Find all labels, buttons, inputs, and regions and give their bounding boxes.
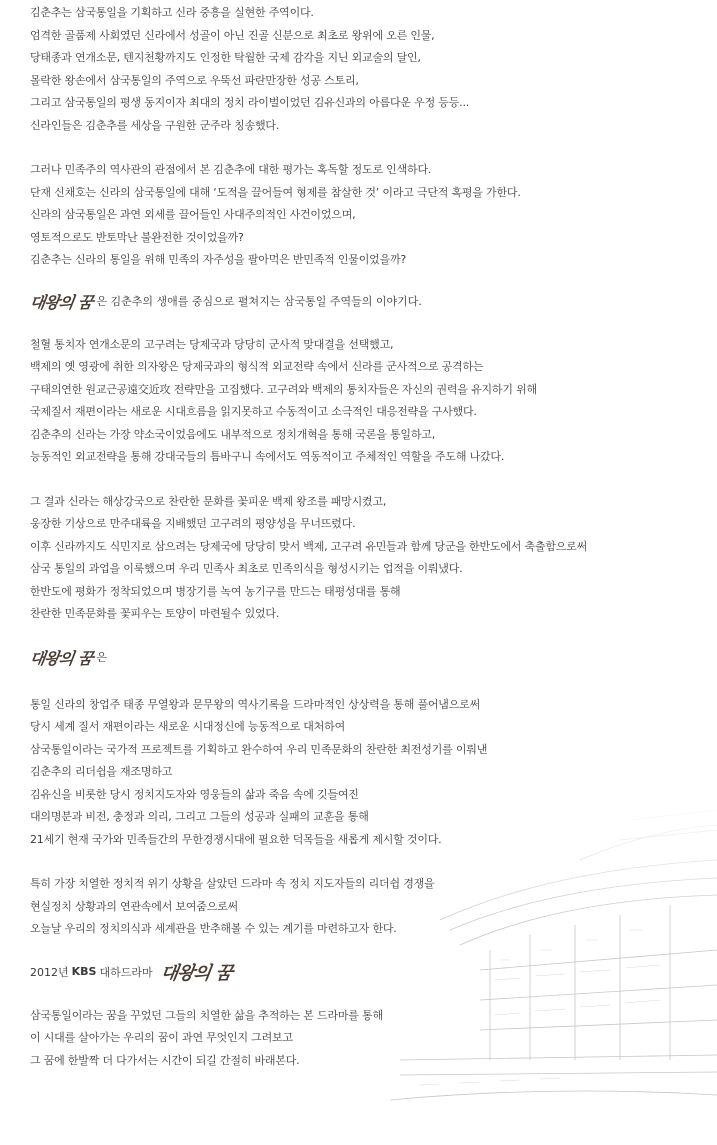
closing-paragraph [30, 1005, 710, 1073]
text-line: 대의명분과 비전, 충정과 의리, 그리고 그들의 성공과 실패의 교훈을 통해 [30, 810, 369, 823]
text-line: 특히 가장 치열한 정치적 위기 상황을 살았던 드라마 속 정치 지도자들의 리더쉽 경쟁을 [30, 877, 435, 890]
text-line: 삼국 통일의 과업을 이룩했으며 우리 민족사 최초로 민족의식을 형성시키는 업적을 이뤄냈다. [30, 562, 463, 575]
network-label: KBS [71, 965, 97, 978]
text-line: 김춘추는 삼국통일을 기획하고 신라 중흥을 실현한 주역이다. [30, 6, 314, 19]
logo-heading [30, 642, 710, 674]
text-line: 구태의연한 원교근공遠交近攻 전략만을 고집했다. 고구려와 백제의 통치자들은 자신의 권력을 유지하기 위해 [30, 382, 537, 396]
text-line: 단재 신채호는 신라의 삼국통일에 대해 ‘도적을 끌어들여 형제를 참살한 것’ 이라고 극단적 혹평을 가한다. [30, 185, 521, 199]
text-line: 그 결과 신라는 해상강국으로 찬란한 문화를 꽃피운 백제 왕조를 패망시켰고, [30, 494, 387, 508]
text-line: 김춘추의 신라는 가장 약소국이었음에도 내부적으로 정치개혁을 통해 국론을 통일하고, [30, 427, 436, 441]
text-line: 이 시대를 살아가는 우리의 꿈이 과연 무엇인지 그려보고 [30, 1031, 293, 1044]
genre-label: 대하드라마 [99, 965, 153, 979]
intro-paragraph [30, 2, 710, 137]
text-line: 김춘추의 리더쉽을 재조명하고 [30, 765, 173, 778]
text-line: 찬란한 민족문화를 꽃피우는 토양이 마련될수 있었다. [30, 607, 280, 620]
text-line: 이후 신라까지도 식민지로 삼으려는 당제국에 당당히 맞서 백제, 고구려 유민들과 함께 당군을 한반도에서 축출함으로써 [30, 539, 588, 553]
logo-intro-line [30, 286, 710, 318]
text-line: 한반도에 평화가 정착되었으며 병장기를 녹여 농기구를 만드는 태평성대를 통해 [30, 584, 401, 598]
drama-logo: 대왕의 꿈 [28, 293, 94, 312]
text-line: 21세기 현재 국가와 민족들간의 무한경쟁시대에 필요한 덕목들을 새롭게 제시할 것이다. [30, 832, 442, 846]
text-line: 웅장한 기상으로 만주대륙을 지배했던 고구려의 평양성을 무너뜨렸다. [30, 517, 356, 530]
logo-suffix: 은 [96, 650, 108, 664]
critique-paragraph [30, 159, 710, 272]
text-line: 삼국통일이라는 꿈을 꾸었던 그들의 치열한 삶을 추적하는 본 드라마를 통해 [30, 1008, 383, 1022]
result-paragraph [30, 491, 710, 626]
text-line: 백제의 옛 영광에 취한 의자왕은 당제국과의 형식적 외교전략 속에서 신라를 군사적으로 공격하는 [30, 360, 484, 373]
text-line: 그러나 민족주의 역사관의 관점에서 본 김춘추에 대한 평가는 혹독할 정도로 인색하다. [30, 163, 432, 176]
text-line: 신라의 삼국통일은 과연 외세를 끌어들인 사대주의적인 사건이었으며, [30, 208, 356, 221]
text-line: 몰락한 왕손에서 삼국통일의 주역으로 우뚝선 파란만장한 성공 스토리, [30, 73, 359, 87]
text-line: 영토적으로도 반토막난 불완전한 것이었을까? [30, 230, 244, 244]
text-line: 당태종과 연개소문, 텐지천황까지도 인정한 탁월한 국제 감각을 지닌 외교술의 달인, [30, 51, 421, 64]
text-line: 능동적인 외교전략을 통해 강대국들의 틈바구니 속에서도 역동적이고 주체적인 역할을 주도해 나갔다. [30, 450, 505, 463]
text-line: 당시 세계 질서 재편이라는 새로운 시대정신에 능동적으로 대처하여 [30, 720, 346, 733]
intent-paragraph [30, 694, 710, 852]
text-line: 신라인들은 김춘추를 세상을 구원한 군주라 칭송했다. [30, 118, 280, 132]
politics-paragraph [30, 873, 710, 941]
text-line: 현실정치 상황과의 연관속에서 보여줌으로써 [30, 899, 238, 913]
text-line: 철혈 통치자 연개소문의 고구려는 당제국과 당당히 군사적 맞대결을 선택했고, [30, 337, 394, 351]
text-line: 그리고 삼국통일의 평생 동지이자 최대의 정치 라이벌이었던 김유신과의 아름다운 우정 등등... [30, 96, 470, 109]
kbs-drama-line [30, 955, 710, 989]
text-line: 그 꿈에 한발짝 더 다가서는 시간이 되길 간절히 바래본다. [30, 1053, 300, 1067]
text-line: 김유신을 비롯한 당시 정치지도자와 영웅들의 삶과 죽음 속에 깃들여진 [30, 787, 359, 801]
text-line: 김춘추는 신라의 통일을 위해 민족의 자주성을 팔아먹은 반민족적 인물이었을까? [30, 253, 407, 266]
text-line: 삼국통일이라는 국가적 프로젝트를 기획하고 완수하여 우리 민족문화의 찬란한 최전성기를 이뤄낸 [30, 742, 488, 756]
drama-logo: 대왕의 꿈 [28, 649, 94, 668]
year-label: 2012년 [30, 965, 69, 979]
text-line: 국제질서 재편이라는 새로운 시대흐름을 읽지못하고 수동적이고 소극적인 대응전략을 구사했다. [30, 405, 477, 418]
strategy-paragraph [30, 334, 710, 469]
logo-line-text: 은 김춘추의 생애를 중심으로 펼쳐지는 삼국통일 주역들의 이야기다. [96, 294, 422, 308]
text-line: 엄격한 골품제 사회였던 신라에서 성골이 아닌 진골 신분으로 최초로 왕위에 오른 인물, [30, 28, 435, 42]
text-line: 오늘날 우리의 정치의식과 세계관을 반추해볼 수 있는 계기를 마련하고자 한다. [30, 922, 397, 935]
text-line: 통일 신라의 창업주 태종 무열왕과 문무왕의 역사기록을 드라마적인 상상력을 통해 풀어냄으로써 [30, 697, 481, 711]
drama-logo: 대왕의 꿈 [158, 962, 233, 984]
article-content [30, 0, 710, 1072]
